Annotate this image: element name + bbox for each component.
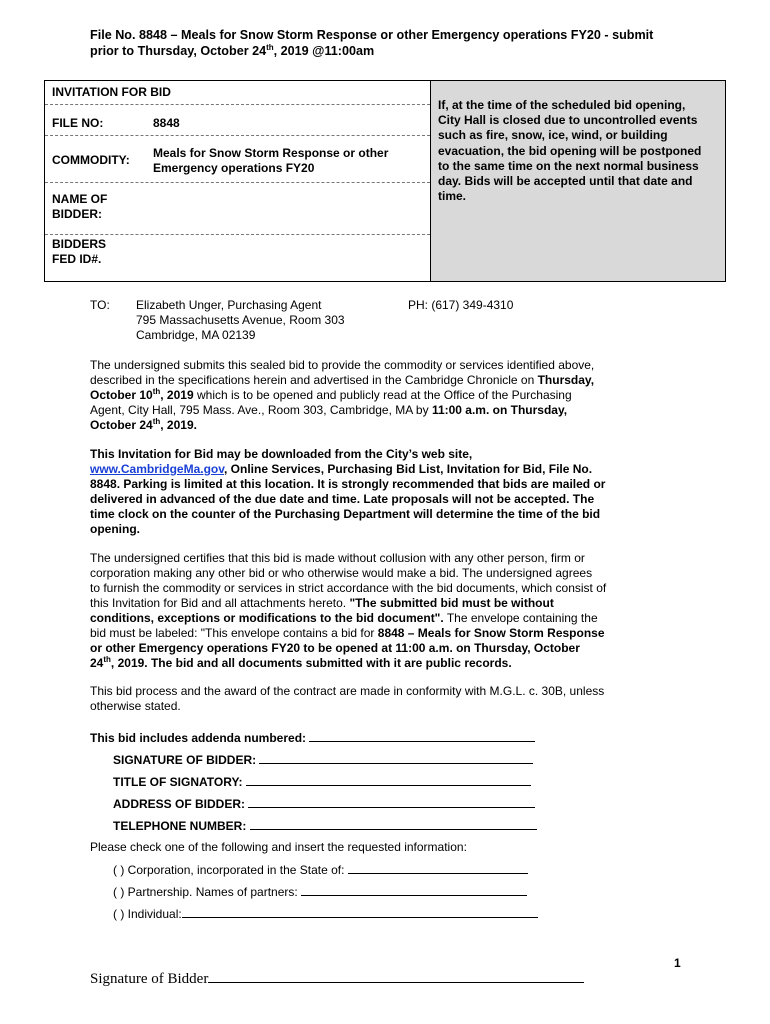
corporation-option[interactable]: ( ) Corporation, incorporated in the State of: [113,862,528,878]
file-no-label: FILE NO: [52,116,104,130]
title-field: TITLE OF SIGNATORY: [113,774,531,790]
addenda-input-line[interactable] [309,730,535,742]
header-line-2: prior to Thursday, October 24th, 2019 @11:00am [90,42,375,58]
telephone-input-line[interactable] [250,818,537,830]
partners-input-line[interactable] [301,884,527,896]
divider [45,182,430,183]
divider [45,104,430,105]
form-title: INVITATION FOR BID [52,85,171,99]
paragraph-download: This Invitation for Bid may be downloaded from the City’s web site, www.CambridgeMa.gov, Online Services, Purchasing Bid List, Invitation for Bid, File No. 8848. Parking is limited at this location. It is strongly recommended that bids are mailed or delivered in advanced of the due date and time. Late proposals will not be accepted. The time clock on the counter of the Purchasing Department will determine the time of the bid opening. [90,447,606,536]
address-input-line[interactable] [248,796,535,808]
paragraph-certification: The undersigned certifies that this bid is made without collusion with any other person, firm or corporation making any other bid or who otherwise would make a bid. The undersigned agrees to furnish the commodity or services in strict accordance with the bid documents, which consist of this Invitation for Bid and all attachments hereto. "The submitted bid must be without conditions, exceptions or modifications to the bid document". The envelope containing the bid must be labeled: "This envelope contains a bid for 8848 – Meals for Snow Storm Response or other Emergency operations FY20 to be opened at 11:00 a.m. on Thursday, October 24th, 2019. The bid and all documents submitted with it are public records. [90,551,607,670]
phone-number: PH: (617) 349-4310 [408,298,514,312]
footer-signature: Signature of Bidder [90,970,584,988]
paragraph-submission: The undersigned submits this sealed bid to provide the commodity or services identified above, described in the specifications herein and advertised in the Cambridge Chronicle on Thursday, October 10th, 2019 which is to be opened and publicly read at the Office of the Purchasing Agent, City Hall, 795 Mass. Ave., Room 303, Cambridge, MA by 11:00 a.m. on Thursday, October 24th, 2019. [90,358,595,432]
individual-input-line[interactable] [182,906,538,918]
entity-type-intro: Please check one of the following and insert the requested information: [90,840,467,854]
partnership-option[interactable]: ( ) Partnership. Names of partners: [113,884,527,900]
footer-signature-line[interactable] [208,970,584,983]
paragraph-conformity: This bid process and the award of the contract are made in conformity with M.G.L. c. 30B, unless otherwise stated. [90,684,605,713]
to-label: TO: [90,298,110,312]
divider [45,234,430,235]
commodity-label: COMMODITY: [52,153,130,167]
individual-option[interactable]: ( ) Individual: [113,906,538,922]
bidder-name-label: NAME OF BIDDER: [52,192,108,221]
title-input-line[interactable] [246,774,531,786]
closure-notice: If, at the time of the scheduled bid opening, City Hall is closed due to uncontrolled events such as fire, snow, ice, wind, or building evacuation, the bid opening will be postponed to the same time on the next normal business day. Bids will be accepted until that date and time. [438,98,702,204]
fed-id-label: BIDDERS FED ID#. [52,237,107,266]
state-input-line[interactable] [348,862,528,874]
file-no-value: 8848 [153,116,180,130]
telephone-field: TELEPHONE NUMBER: [113,818,537,834]
divider [45,135,430,136]
document-header [90,27,690,59]
page-number: 1 [674,956,681,970]
address-field: ADDRESS OF BIDDER: [113,796,535,812]
addenda-field: This bid includes addenda numbered: [90,730,535,746]
signature-field: SIGNATURE OF BIDDER: [113,752,533,768]
commodity-value: Meals for Snow Storm Response or other Emergency operations FY20 [153,146,389,175]
city-website-link[interactable]: www.CambridgeMa.gov [90,462,225,476]
signature-input-line[interactable] [259,752,533,764]
recipient-address: Elizabeth Unger, Purchasing Agent 795 Massachusetts Avenue, Room 303 Cambridge, MA 02139 [136,298,345,342]
header-line-1: File No. 8848 – Meals for Snow Storm Response or other Emergency operations FY20 - submit [90,28,654,42]
